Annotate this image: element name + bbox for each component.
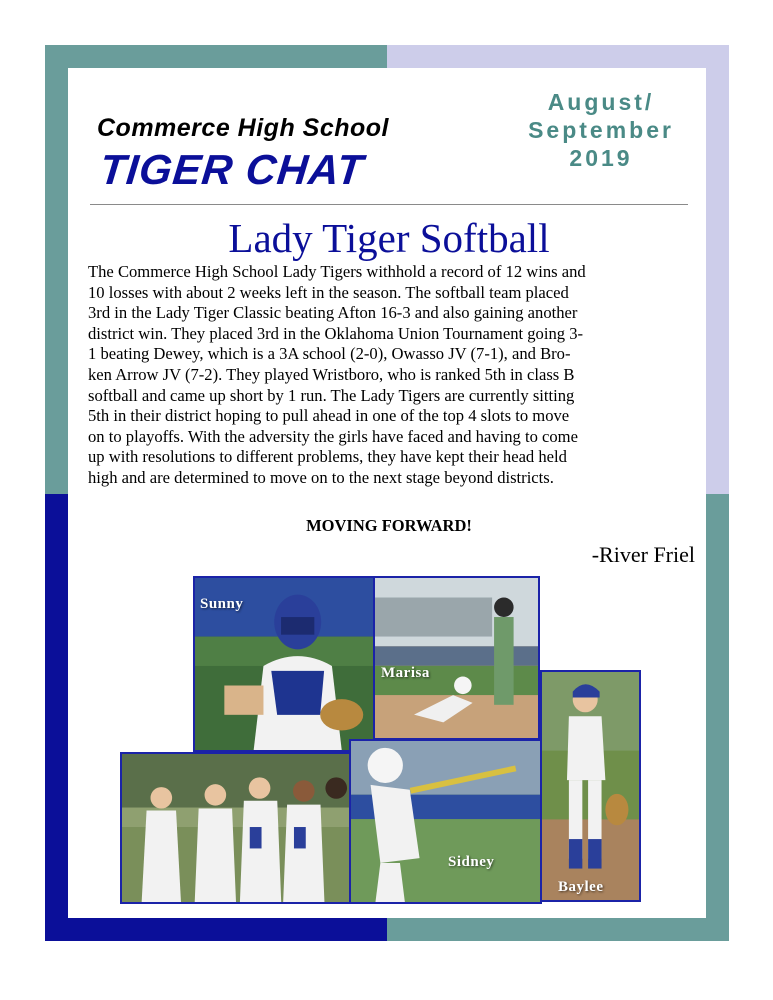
article-line: high and are determined to move on to the next stage beyond districts. [88, 467, 554, 487]
article-line: 10 losses with about 2 weeks left in the season. The softball team placed [88, 282, 569, 302]
photo-marisa [373, 576, 540, 740]
article-line: on to playoffs. With the adversity the girls have faced and having to come [88, 426, 578, 446]
photo-team [120, 752, 351, 904]
article-line: 5th in their district hoping to pull ahead in one of the top 4 slots to move [88, 406, 570, 426]
school-name: Commerce High School [97, 114, 389, 142]
photo-baylee [540, 670, 641, 902]
article-closing: MOVING FORWARD! [306, 516, 472, 535]
article-byline: -River Friel [591, 542, 695, 567]
article-line: district win. They placed 3rd in the Oklahoma Union Tournament going 3- [88, 323, 584, 343]
caption-sidney: Sidney [448, 854, 495, 870]
caption-baylee: Baylee [558, 879, 604, 895]
caption-marisa: Marisa [381, 665, 430, 681]
article-headline: Lady Tiger Softball [228, 215, 550, 261]
caption-sunny: Sunny [200, 596, 244, 612]
article-body [88, 262, 694, 489]
article-line: The Commerce High School Lady Tigers withhold a record of 12 wins and [88, 262, 586, 281]
issue-date-line: September [528, 117, 674, 143]
article-line: 1 beating Dewey, which is a 3A school (2-0), Owasso JV (7-1), and Bro- [88, 344, 571, 364]
header-divider [90, 204, 688, 205]
newsletter-title: TIGER CHAT [97, 146, 367, 193]
article-line: ken Arrow JV (7-2). They played Wristboro, who is ranked 5th in class B [88, 364, 575, 384]
article-line: 3rd in the Lady Tiger Classic beating Afton 16-3 and also gaining another [88, 303, 578, 323]
photo-sidney [349, 739, 542, 904]
issue-date-line: 2019 [569, 145, 633, 171]
issue-date-line: August/ [547, 89, 655, 115]
issue-date [516, 88, 686, 172]
article-line: softball and came up short by 1 run. The Lady Tigers are currently sitting [88, 385, 575, 405]
article-line: up with resolutions to different problems, they have kept their head held [88, 447, 567, 467]
